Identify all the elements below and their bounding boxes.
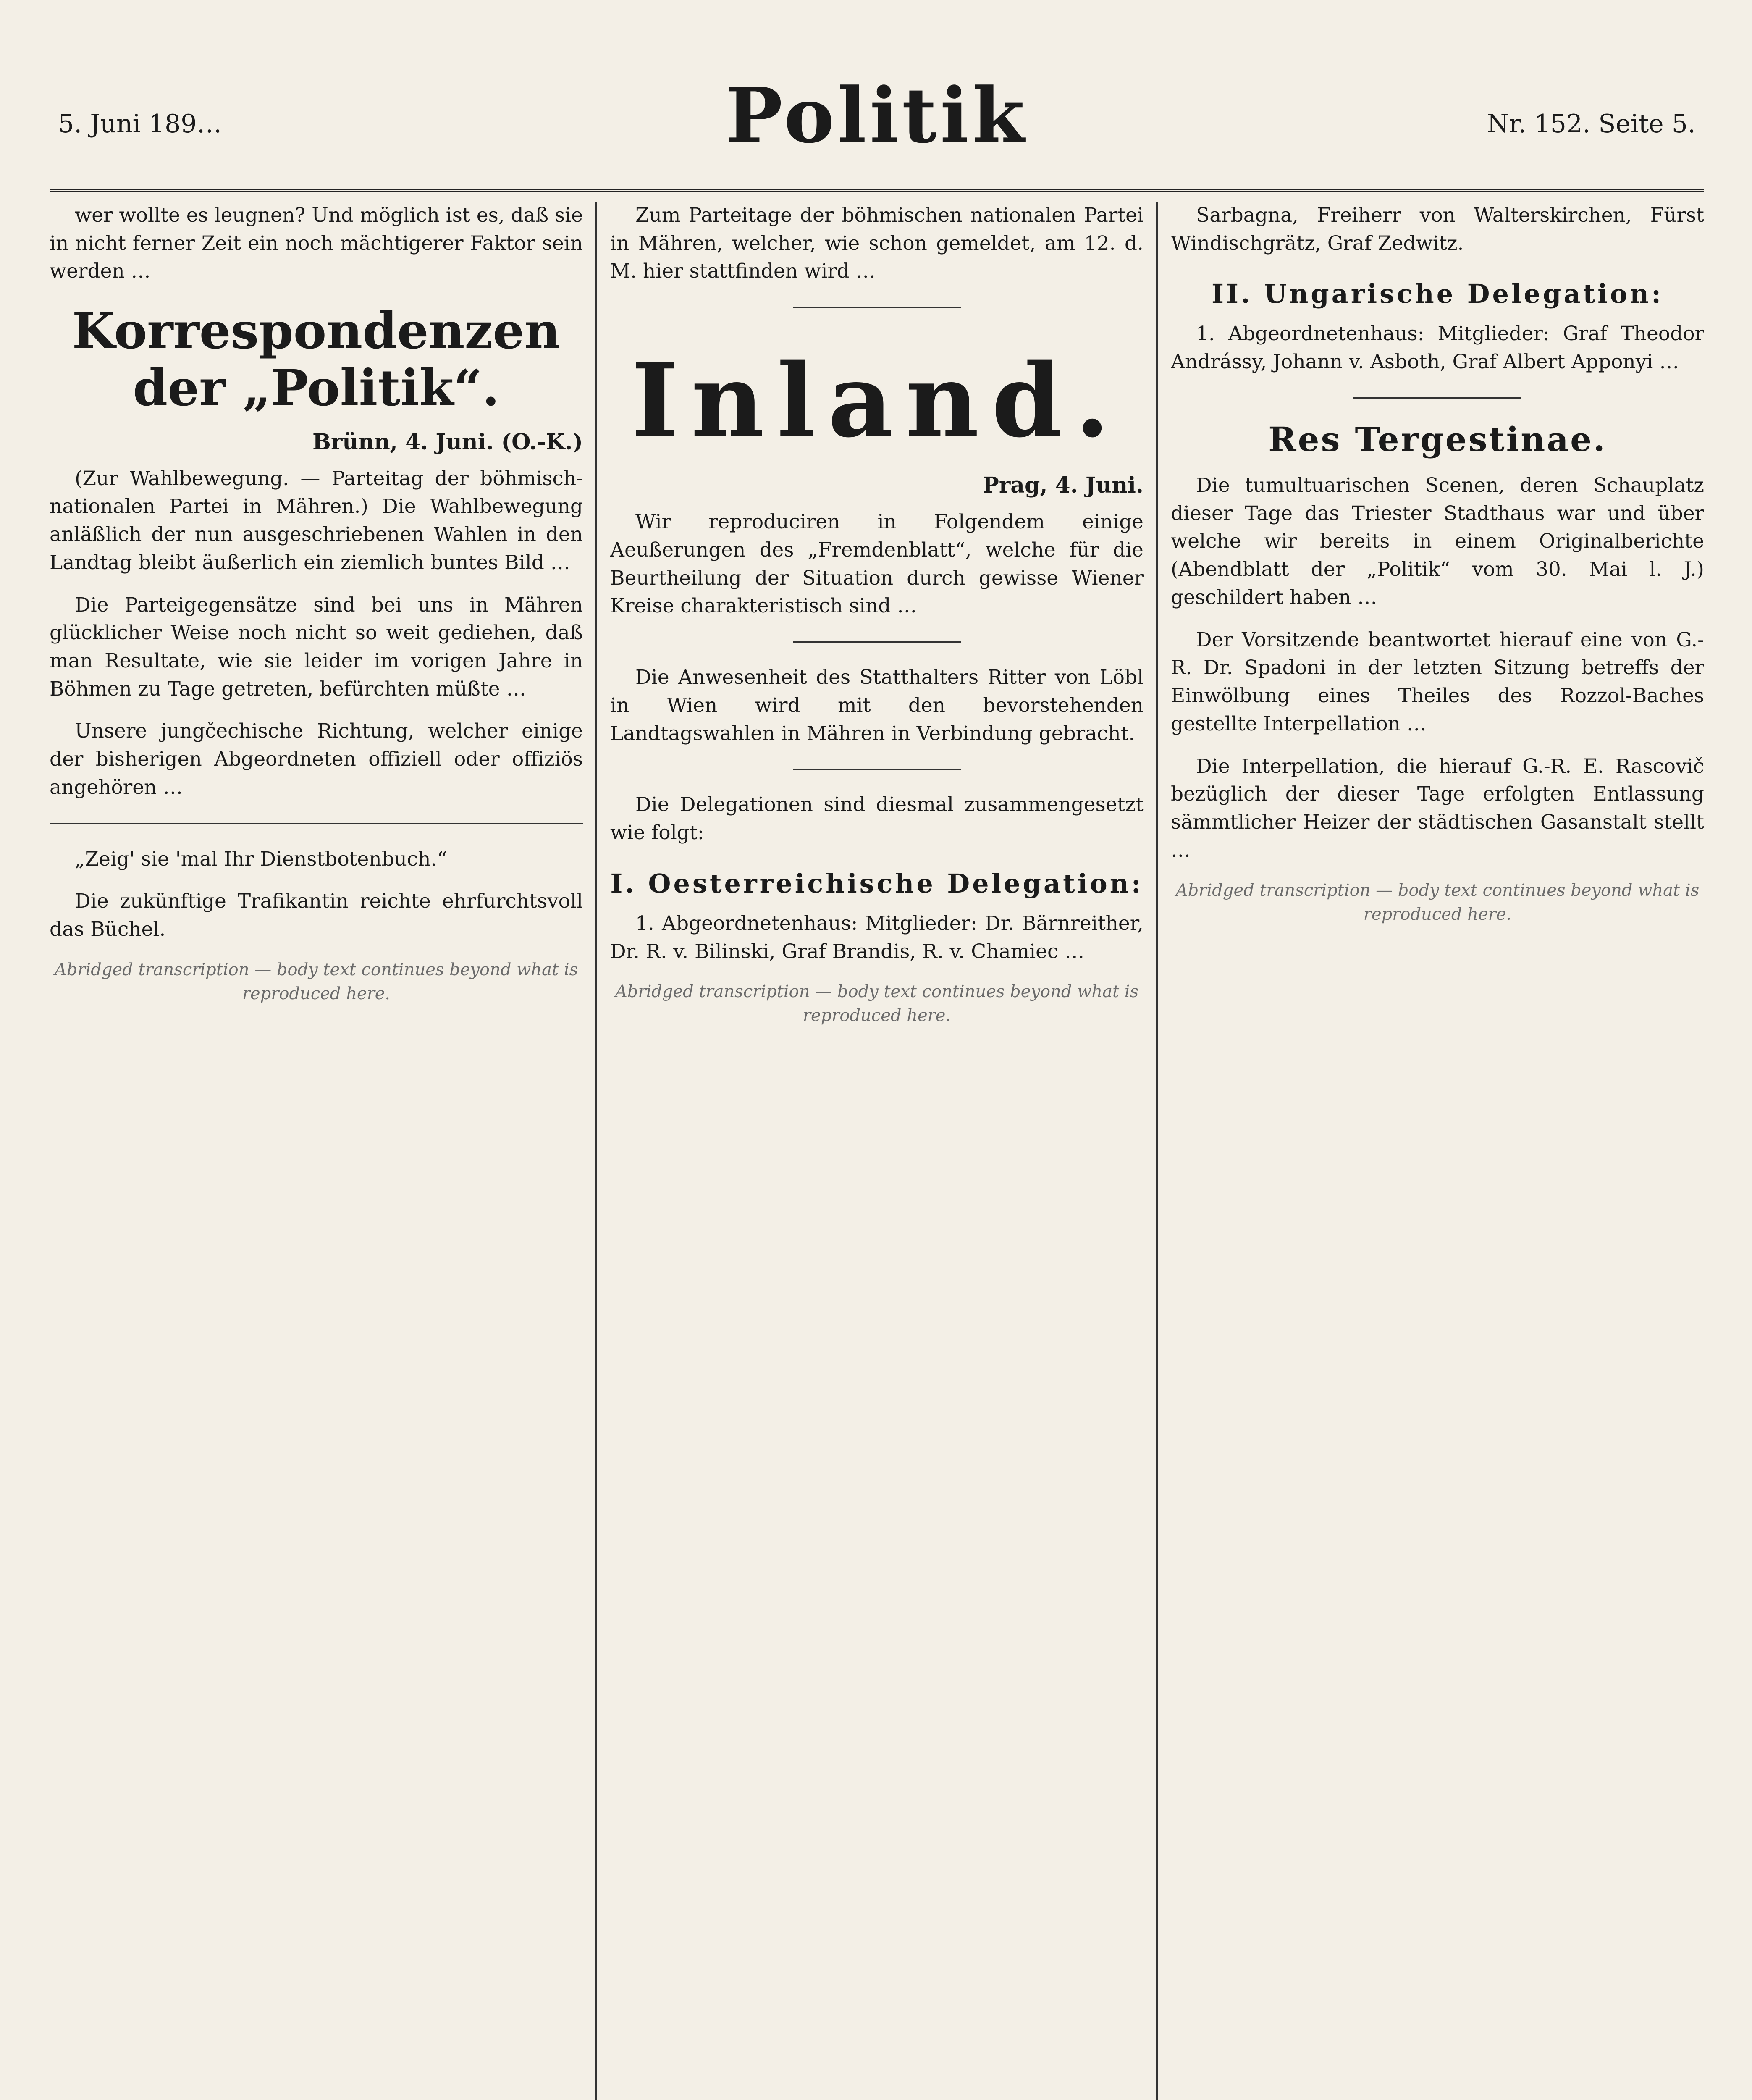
dateline-bruenn: Brünn, 4. Juni. (O.-K.) xyxy=(312,429,583,455)
delegations-intro: Die Delegationen sind diesmal zusammengesetzt wie folgt: xyxy=(610,793,1144,845)
divider xyxy=(793,769,961,770)
column-rule xyxy=(595,202,597,2100)
divider xyxy=(1353,397,1521,399)
feuilleton-paragraph: Die zukünftige Trafikantin reichte ehrfurchtsvoll das Büchel. xyxy=(50,890,583,941)
delegation-heading-austrian: I. Oesterreichische Delegation: xyxy=(610,868,1144,899)
delegation-list-continuation: Sarbagna, Freiherr von Walterskirchen, Fürst Windischgrätz, Graf Zedwitz. xyxy=(1171,204,1704,255)
article-paragraph: (Zur Wahlbewegung. — Parteitag der böhmisch-nationalen Partei in Mähren.) Die Wahlbewegung anläßlich der nun ausgeschriebenen Wahlen in den Landtag bleibt äußerlich ein ziemlich buntes Bild … xyxy=(50,467,583,574)
columns xyxy=(50,202,1704,2100)
feuilleton-paragraph: „Zeig' sie 'mal Ihr Dienstbotenbuch.“ xyxy=(75,847,447,871)
column-rule xyxy=(1156,202,1158,2100)
issue-date: 5. Juni 189… xyxy=(58,109,222,139)
divider xyxy=(793,641,961,643)
column-1 xyxy=(50,202,583,2100)
abridgement-note: Abridged transcription — body text continues beyond what is reproduced here. xyxy=(1175,881,1700,924)
dateline-prag: Prag, 4. Juni. xyxy=(982,472,1144,499)
section-heading-inland: Inland. xyxy=(631,341,1123,460)
page-number: Nr. 152. Seite 5. xyxy=(1487,109,1696,139)
article-paragraph: Die Interpellation, die hierauf G.-R. E. Rascovič bezüglich der dieser Tage erfolgten Entlassung sämmtlicher Heizer der städtischen Gasanstalt stellt … xyxy=(1171,754,1704,862)
article-paragraph: Der Vorsitzende beantwortet hierauf eine von G.-R. Dr. Spadoni in der letzten Sitzung betreffs der Einwölbung eines Theiles des Rozzol-Baches gestellte Interpellation … xyxy=(1171,628,1704,735)
abridgement-note: Abridged transcription — body text continues beyond what is reproduced here. xyxy=(54,960,578,1003)
column-2 xyxy=(610,202,1144,2100)
column-3 xyxy=(1171,202,1704,2100)
delegation-heading-hungarian: II. Ungarische Delegation: xyxy=(1211,278,1664,310)
article-paragraph: Die tumultuarischen Scenen, deren Schauplatz dieser Tage das Triester Stadthaus war und über welche wir bereits in einem Originalberichte (Abendblatt der „Politik“ vom 30. Mai l. J.) geschildert haben … xyxy=(1171,473,1704,609)
divider xyxy=(793,307,961,308)
delegation-list: 1. Abgeordnetenhaus: Mitglieder: Graf Theodor Andrássy, Johann v. Asboth, Graf Albert Apponyi … xyxy=(1171,322,1704,374)
section-heading-korrespondenzen: Korrespondenzen der „Politik“. xyxy=(72,302,561,417)
newspaper-page xyxy=(50,63,1704,2100)
newspaper-title: Politik xyxy=(726,71,1028,160)
article-paragraph: Zum Parteitage der böhmischen nationalen Partei in Mähren, welcher, wie schon gemeldet, am 12. d. M. hier stattfinden wird … xyxy=(610,204,1144,283)
delegation-list: 1. Abgeordnetenhaus: Mitglieder: Dr. Bärnreither, Dr. R. v. Bilinski, Graf Brandis, R. v. Chamiec … xyxy=(610,911,1144,963)
article-paragraph: Wir reproduciren in Folgendem einige Aeußerungen des „Fremdenblatt“, welche für die Beurtheilung der Situation durch gewisse Wiener Kreise charakteristisch sind … xyxy=(610,510,1144,618)
feuilleton-divider xyxy=(50,823,583,824)
article-paragraph: Unsere jungčechische Richtung, welcher einige der bisherigen Abgeordneten offiziell oder offiziös angehören … xyxy=(50,719,583,799)
masthead xyxy=(50,63,1704,192)
section-heading-res-tergestinae: Res Tergestinae. xyxy=(1268,419,1607,459)
article-paragraph: Die Parteigegensätze sind bei uns in Mähren glücklicher Weise noch nicht so weit gediehen, daß man Resultate, wie sie leider im vorigen Jahre in Böhmen zu Tage getreten, befürchten müßte … xyxy=(50,593,583,701)
column-1-continuation: wer wollte es leugnen? Und möglich ist es, daß sie in nicht ferner Zeit ein noch mächtigerer Faktor sein werden … xyxy=(50,204,583,283)
abridgement-note: Abridged transcription — body text continues beyond what is reproduced here. xyxy=(615,982,1139,1026)
article-paragraph: Die Anwesenheit des Statthalters Ritter von Löbl in Wien wird mit den bevorstehenden Landtagswahlen in Mähren in Verbindung gebracht. xyxy=(610,666,1144,745)
